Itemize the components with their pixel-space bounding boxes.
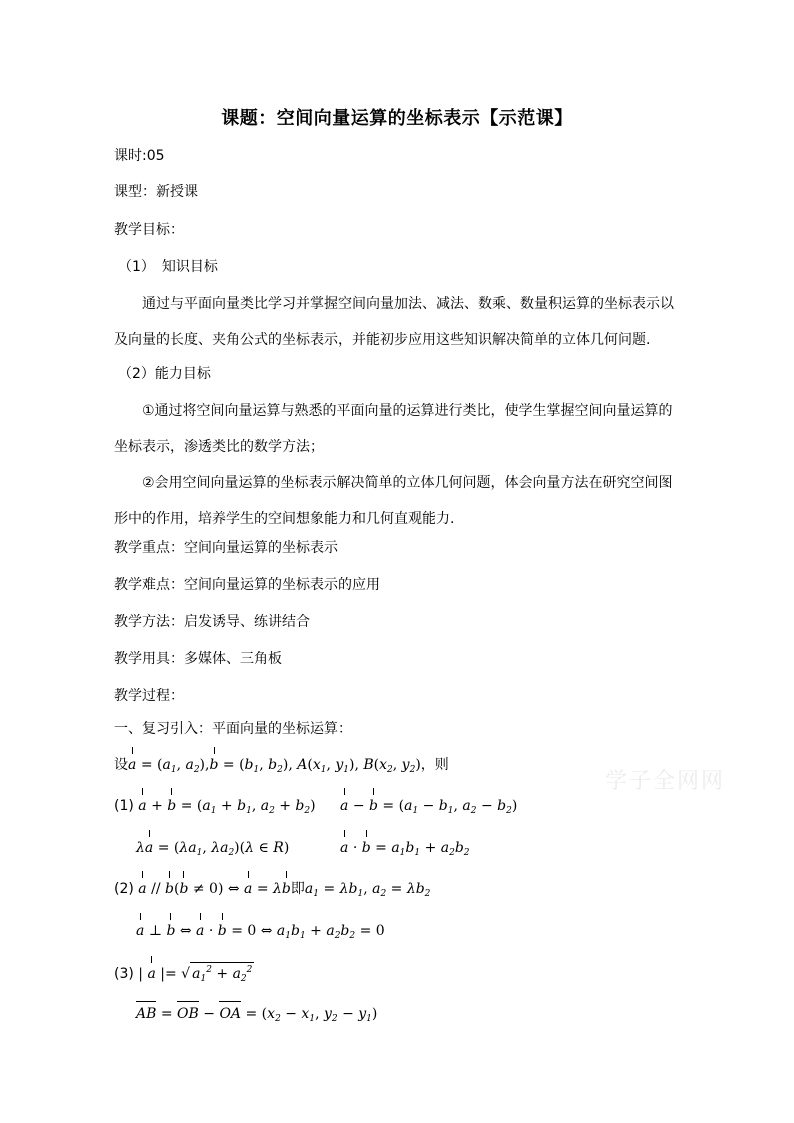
formula-dot: $a \cdot b = a_1b_1 + a_2b_2$ (340, 837, 470, 859)
ability-objective-1: ①通过将空间向量运算与熟悉的平面向量的运算进行类比，使学生掌握空间向量运算的坐标表示，渗透类比的数学方法； (114, 403, 673, 455)
page-title: 课题：空间向量运算的坐标表示【示范课】 (221, 108, 573, 129)
teaching-method: 教学方法：启发诱导、练讲结合 (114, 614, 310, 630)
knowledge-objective-text: 通过与平面向量类比学习并掌握空间向量加法、减法、数乘、数量积运算的坐标表示以及向量的长度、夹角公式的坐标表示，并能初步应用这些知识解决简单的立体几何问题. (114, 296, 674, 348)
review-heading: 一、复习引入：平面向量的坐标运算： (114, 721, 352, 737)
lesson-period: 课时:05 (114, 148, 165, 164)
difficulty: 教学难点：空间向量运算的坐标表示的应用 (114, 577, 380, 593)
objectives-heading: 教学目标： (114, 222, 184, 238)
formula-subtract: $a - b = (a_1 - b_1$, $a_2 - b_2$) (340, 795, 517, 817)
formula-perpendicular: a ⊥ b ⇔ a · b = 0 ⇔ $a_1b_1 + a_2b_2 = 0$ (136, 920, 385, 942)
watermark: 学子全网网 (605, 769, 726, 794)
ability-objective-2: ②会用空间向量运算的坐标表示解决简单的立体几何问题，体会向量方法在研究空间图形中的作用，培养学生的空间想象能力和几何直观能力. (114, 475, 673, 527)
knowledge-objective-heading: （1） 知识目标 (118, 259, 218, 275)
formula-add: (1) $a + b = (a_1 + b_1$, $a_2 + b_2$) (114, 795, 316, 817)
formula-length: (3) | a |= √ $a_1^2 + a_2^2$ (114, 962, 254, 985)
formula-definitions: 设$a = (a_1$, $a_2),b = (b_1$, $b_2$), $A(x_1$, $y_1$), $B(x_2$, $y_2$)，则 (114, 754, 449, 776)
key-point: 教学重点：空间向量运算的坐标表示 (114, 540, 338, 556)
formula-parallel: (2) a // b(b ≠ 0) ⇔ a = λb即$a_1 = \lambda b_1$, $a_2 = \lambda b_2$ (114, 878, 430, 900)
teaching-tools: 教学用具：多媒体、三角板 (114, 651, 282, 667)
formula-scalar: $\lambda a = (\lambda a_1$, $\lambda a_2)(\lambda$ ∈ R) (136, 837, 289, 859)
process-heading: 教学过程： (114, 688, 184, 704)
ability-objective-heading: （2）能力目标 (118, 366, 211, 382)
formula-coordinates: AB = OB − OA = ($x_2 - x_1$, $y_2 - y_1$) (136, 1003, 377, 1025)
lesson-type: 课型：新授课 (114, 184, 198, 200)
